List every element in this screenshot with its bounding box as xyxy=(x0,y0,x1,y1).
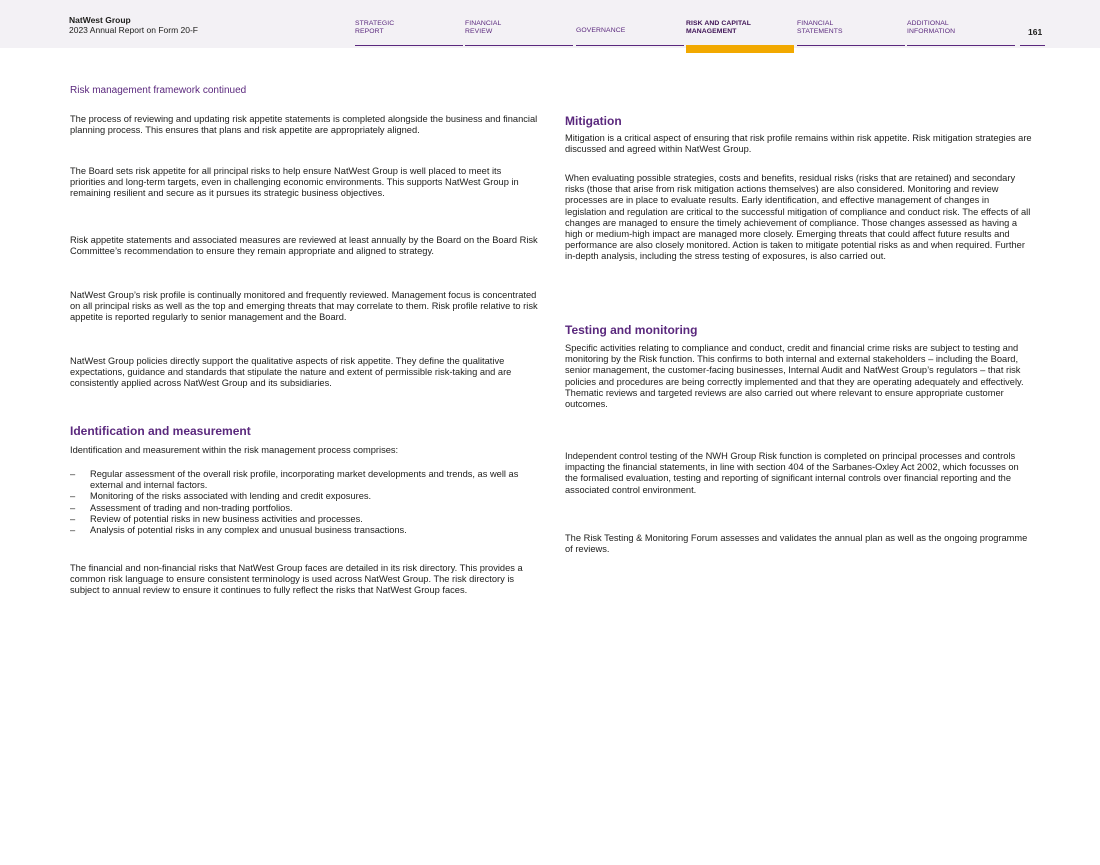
tab-label-line1: GOVERNANCE xyxy=(576,27,626,34)
paragraph: NatWest Group’s risk profile is continually monitored and frequently reviewed. Management focus is concentrated on all principal risks as well as the top and emerging threats that may correlate to them. Risk profile relative to risk appetite is reported regularly to senior management and the Board. xyxy=(70,290,538,323)
list-item-text: Monitoring of the risks associated with lending and credit exposures. xyxy=(90,491,372,502)
page-number: 161 xyxy=(1028,27,1043,37)
testing-heading: Testing and monitoring xyxy=(565,323,698,337)
brand-name: NatWest Group xyxy=(69,15,131,25)
identification-heading: Identification and measurement xyxy=(70,424,251,438)
tab-label-line2: STATEMENTS xyxy=(797,28,843,35)
list-item-text: Analysis of potential risks in any complex and unusual business transactions. xyxy=(90,525,407,536)
paragraph: The Board sets risk appetite for all principal risks to help ensure NatWest Group is well placed to meet its priorities and long-term targets, even in challenging economic environments. This supports NatWest Group in remaining resilient and secure as it pursues its strategic business objectives. xyxy=(70,166,519,199)
tab-financial-statements[interactable] xyxy=(797,20,905,46)
tab-label-line1: STRATEGIC xyxy=(355,20,395,27)
paragraph: Independent control testing of the NWH Group Risk function is completed on principal processes and controls impacting the financial statements, in line with section 404 of the Sarbanes-Oxley Act 2002, which focusses on the formalised evaluation, testing and reporting of significant internal controls over financial reporting and the associated control environment. xyxy=(565,451,1019,495)
active-tab-indicator xyxy=(686,45,794,53)
mitigation-heading: Mitigation xyxy=(565,114,622,128)
tab-label-line1: FINANCIAL xyxy=(465,20,502,27)
tab-label-line1: ADDITIONAL xyxy=(907,20,949,27)
dash-bullet: – xyxy=(70,513,76,524)
tab-label-line2: REPORT xyxy=(355,28,384,35)
tab-underline xyxy=(465,45,573,46)
list-item xyxy=(70,503,530,514)
list-item xyxy=(70,469,530,491)
paragraph: NatWest Group policies directly support the qualitative aspects of risk appetite. They define the qualitative expectations, guidance and standards that stipulate the nature and extent of permissible risk-taking and are consistently applied across NatWest Group and its subsidiaries. xyxy=(70,356,512,389)
dash-bullet: – xyxy=(70,525,76,536)
paragraph: When evaluating possible strategies, costs and benefits, residual risks (risks that are retained) and secondary risks (those that arise from risk mitigation actions themselves) are also considered. Monitoring and review processes are in place to evaluate results. Early identification, and effective management of changes in legislation and regulation are critical to the successful mitigation of compliance and conduct risk. The effects of all changes are managed to ensure the timely achievement of compliance. Those changes assessed as having a high or medium-high impact are managed more closely. Emerging threats that could affect future results and performance are also closely monitored. Action is taken to mitigate potential risks as and when required. Further in-depth analysis, including the stress testing of exposures, is also carried out. xyxy=(565,173,1031,262)
page-header xyxy=(0,0,1100,48)
section-continued-title: Risk management framework continued xyxy=(70,85,247,96)
tab-label-line1: FINANCIAL xyxy=(797,20,834,27)
dash-bullet: – xyxy=(70,491,76,502)
tab-governance[interactable] xyxy=(576,20,684,46)
tab-underline xyxy=(355,45,463,46)
tab-financial-review[interactable] xyxy=(465,20,573,46)
tab-label-line2: MANAGEMENT xyxy=(686,28,737,35)
list-item xyxy=(70,514,530,525)
paragraph: The process of reviewing and updating risk appetite statements is completed alongside the business and financial planning process. This ensures that plans and risk appetite are appropriately aligned. xyxy=(70,114,538,136)
identification-intro: Identification and measurement within the risk management process comprises: xyxy=(70,445,399,455)
list-item-text: Review of potential risks in new business activities and processes. xyxy=(90,513,363,524)
paragraph: The Risk Testing & Monitoring Forum assesses and validates the annual plan as well as the ongoing programme of reviews. xyxy=(565,533,1028,555)
brand-block xyxy=(69,15,198,36)
dash-bullet: – xyxy=(70,469,76,479)
tab-underline xyxy=(576,45,684,46)
paragraph: Mitigation is a critical aspect of ensuring that risk profile remains within risk appetite. Risk mitigation strategies are discussed and agreed within NatWest Group. xyxy=(565,133,1032,155)
report-title: 2023 Annual Report on Form 20-F xyxy=(69,25,198,35)
list-item-text: Regular assessment of the overall risk profile, incorporating market developments and trends, as well as external and internal factors. xyxy=(90,469,519,491)
paragraph: Risk appetite statements and associated measures are reviewed at least annually by the Board on the Board Risk Committee’s recommendation to ensure they remain appropriate and aligned to strategy. xyxy=(70,235,538,257)
list-item xyxy=(70,491,530,502)
tab-strategic-report[interactable] xyxy=(355,20,463,46)
tab-underline xyxy=(907,45,1015,46)
identification-list xyxy=(70,469,530,536)
header-divider xyxy=(1020,45,1045,46)
tab-label-line2: INFORMATION xyxy=(907,28,956,35)
tab-underline xyxy=(797,45,905,46)
paragraph: Specific activities relating to compliance and conduct, credit and financial crime risks are subject to testing and monitoring by the Risk function. This confirms to both internal and external stakeholders – including the Board, senior management, the customer-facing businesses, Internal Audit and NatWest Group’s regulators – that risk policies and procedures are being correctly implemented and that they are operating adequately and effectively. Thematic reviews and targeted reviews are also carried out where relevant to ensure appropriate customer outcomes. xyxy=(565,343,1024,410)
list-item xyxy=(70,525,530,536)
list-item-text: Assessment of trading and non-trading portfolios. xyxy=(90,502,293,513)
tab-label-line2: REVIEW xyxy=(465,28,493,35)
dash-bullet: – xyxy=(70,502,76,513)
tab-label-line1: RISK AND CAPITAL xyxy=(686,20,752,27)
tab-additional-information[interactable] xyxy=(907,20,1015,46)
tab-risk-and-capital-management[interactable] xyxy=(686,20,794,46)
paragraph: The financial and non-financial risks that NatWest Group faces are detailed in its risk directory. This provides a common risk language to ensure consistent terminology is used across NatWest Group. The risk directory is subject to annual review to ensure it continues to fully reflect the risks that NatWest Group faces. xyxy=(70,563,523,596)
